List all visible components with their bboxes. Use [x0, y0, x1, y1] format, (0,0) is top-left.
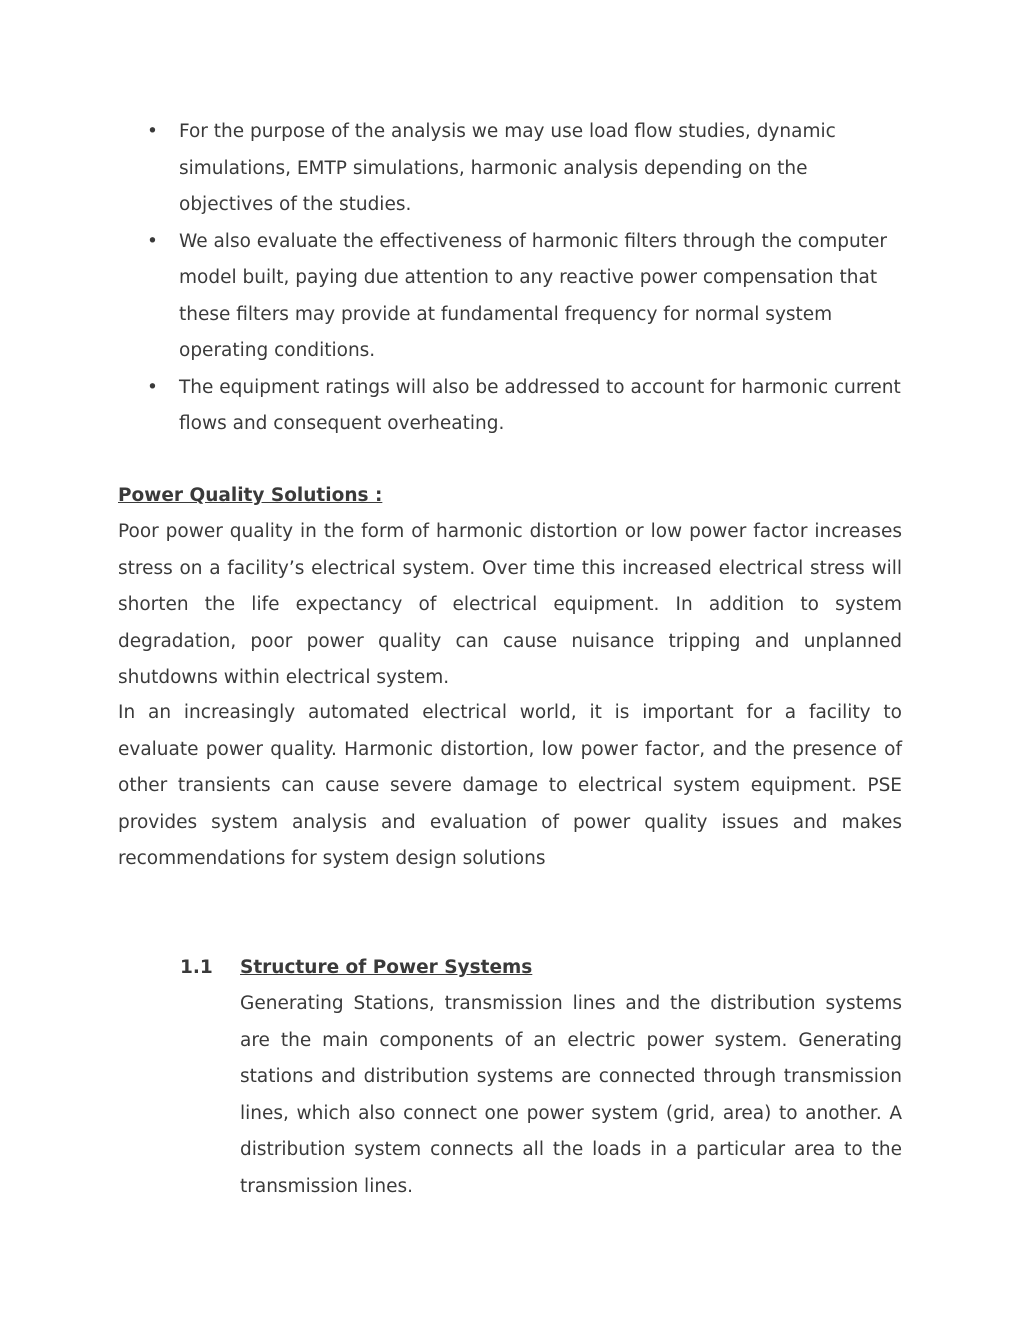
- subsection-heading-structure-of-power-systems: [180, 950, 532, 987]
- list-item: [118, 114, 902, 224]
- paragraph-power-quality-evaluation: In an increasingly automated electrical world, it is important for a facility to evaluate power quality. Harmonic distortion, low power factor, and the presence of other transients can cause severe damage to electrical system equipment. PSE provides system analysis and evaluation of power quality issues and makes recommendations for system design solutions: [118, 702, 902, 869]
- list-item-text: We also evaluate the effectiveness of harmonic filters through the computer model built, paying due attention to any reactive power compensation that these filters may provide at fundamental frequency for normal system operating conditions.: [179, 230, 887, 361]
- analysis-bullet-list: [118, 114, 902, 443]
- list-item-text: For the purpose of the analysis we may use load flow studies, dynamic simulations, EMTP simulations, harmonic analysis depending on the objectives of the studies.: [179, 121, 836, 215]
- bullet-point-icon: •: [147, 230, 158, 252]
- list-item: [118, 370, 902, 443]
- list-item: [118, 224, 902, 370]
- subsection-title: Structure of Power Systems: [240, 957, 533, 978]
- paragraph-power-quality-stress: Poor power quality in the form of harmonic distortion or low power factor increases stress on a facility’s electrical system. Over time this increased electrical stress will shorten the life expectancy of electrical equipment. In addition to system degradation, poor power quality can cause nuisance tripping and unplanned shutdowns within electrical system.: [118, 521, 902, 688]
- paragraph-structure-of-power-systems: Generating Stations, transmission lines and the distribution systems are the main components of an electric power system. Generating stations and distribution systems are connected through transmission lines, which also connect one power system (grid, area) to another. A distribution system connects all the loads in a particular area to the transmission lines.: [240, 993, 902, 1197]
- subsection-number: 1.1: [180, 957, 213, 978]
- heading-power-quality-solutions: Power Quality Solutions :: [118, 485, 383, 506]
- bullet-point-icon: •: [147, 121, 158, 142]
- list-item-text: The equipment ratings will also be addressed to account for harmonic current flows and consequent overheating.: [179, 376, 901, 434]
- bullet-point-icon: •: [147, 376, 158, 398]
